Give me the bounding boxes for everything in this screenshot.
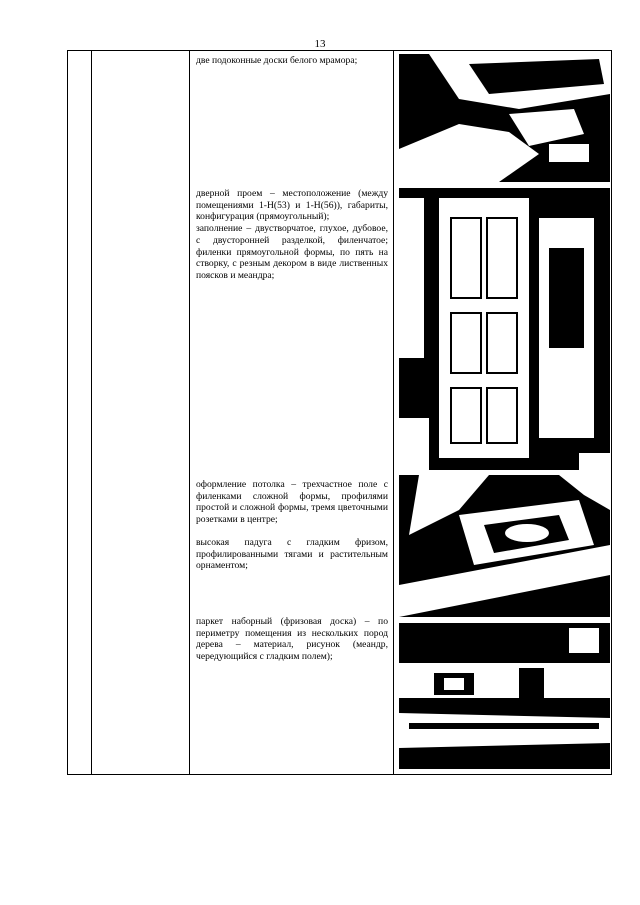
row-4-description bbox=[196, 616, 388, 663]
row-1-paragraph-1: две подоконные доски белого мрамора; bbox=[196, 55, 358, 66]
heritage-table bbox=[67, 50, 612, 775]
column-divider bbox=[393, 51, 394, 774]
page-number: 13 bbox=[314, 38, 326, 50]
row-1-description bbox=[196, 55, 388, 67]
row-2-paragraph-1: дверной проем – местоположение (между помещениями 1-Н(53) и 1-Н(56)), габариты, конфигурация (прямоугольный); bbox=[196, 188, 388, 223]
parquet-photo bbox=[399, 623, 610, 769]
row-3-description bbox=[196, 479, 388, 572]
ceiling-photo bbox=[399, 475, 610, 617]
row-2-paragraph-2: заполнение – двустворчатое, глухое, дубовое, с двусторонней разделкой, филенчатое; филенки прямоугольной формы, по пять на створку, с резным декором в виде лиственных поясков и меандра; bbox=[196, 223, 388, 281]
row-3-paragraph-2: высокая падуга с гладким фризом, профилированными тягами и растительным орнаментом; bbox=[196, 536, 388, 572]
row-2-description bbox=[196, 188, 388, 282]
door-photo bbox=[399, 188, 610, 470]
column-divider bbox=[91, 51, 92, 774]
column-divider bbox=[189, 51, 190, 774]
row-4-paragraph-1: паркет наборный (фризовая доска) – по периметру помещения из нескольких пород дерева – материал, рисунок (меандр, чередующийся с гладким полем); bbox=[196, 616, 388, 663]
window-sill-photo bbox=[399, 54, 610, 182]
row-3-paragraph-1: оформление потолка – трехчастное поле с филенками сложной формы, профилями простой и сложной формы, тремя цветочными розетками в центре; bbox=[196, 479, 388, 526]
